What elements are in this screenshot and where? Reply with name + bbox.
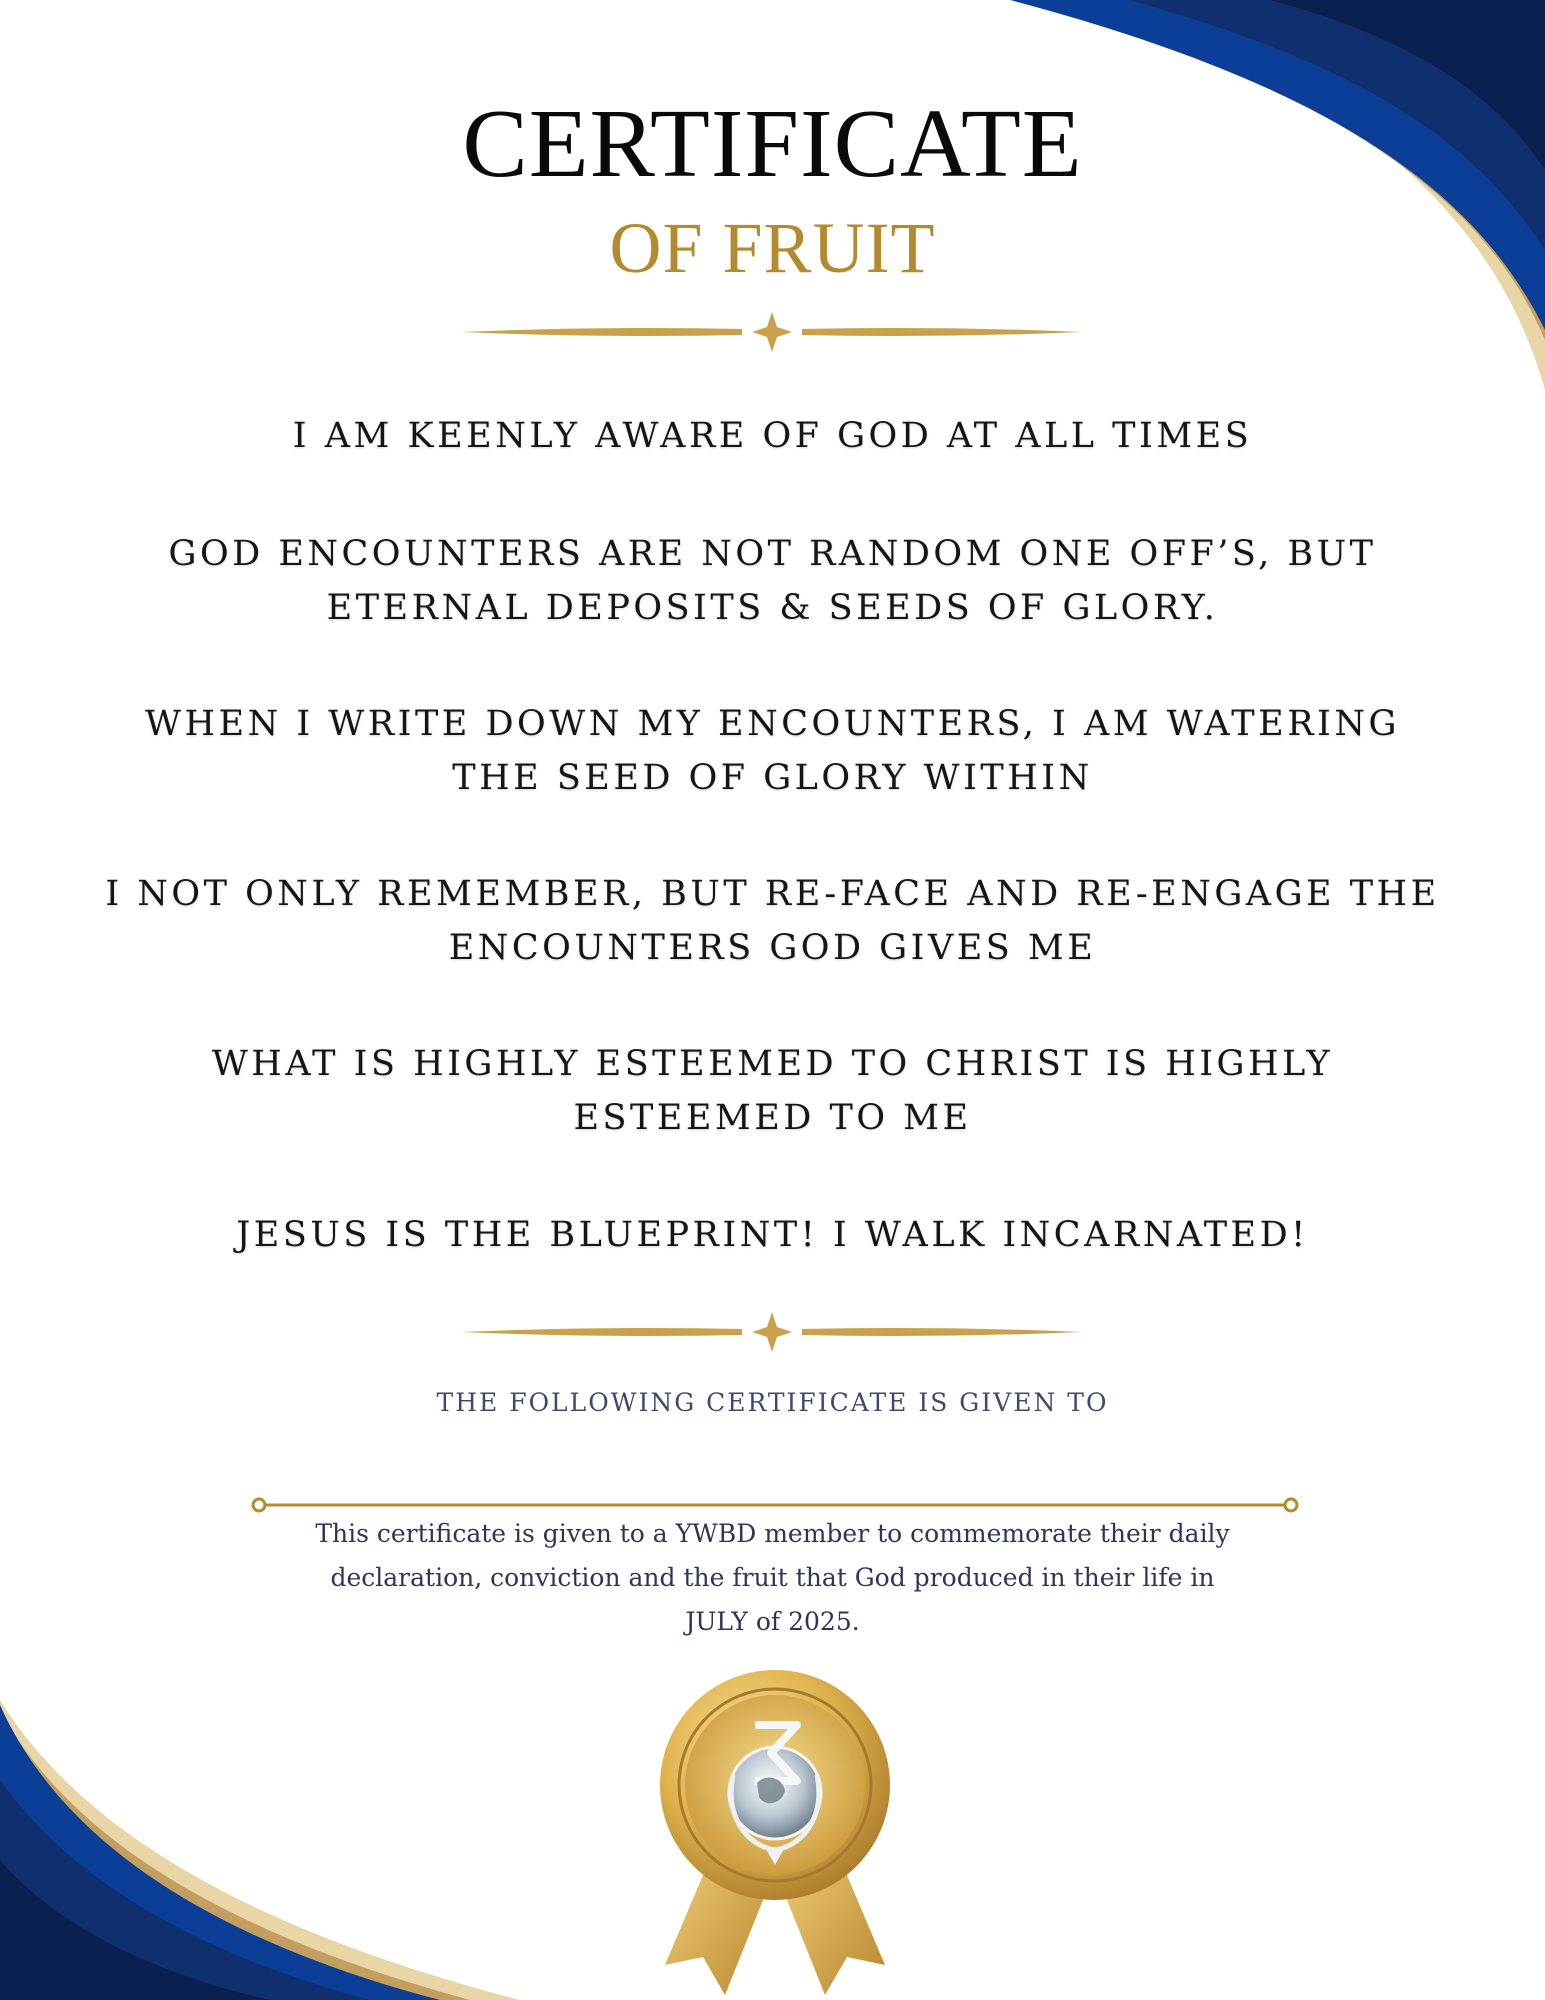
description-line-1: This certificate is given to a YWBD member to commemorate their daily	[315, 1519, 1230, 1548]
ornamental-divider-bottom	[462, 1312, 1082, 1352]
ornamental-divider-top	[462, 312, 1082, 352]
declaration-1: I AM KEENLY AWARE OF GOD AT ALL TIMES	[292, 416, 1253, 456]
certificate-description	[260, 1512, 1285, 1644]
declaration-3: WHEN I WRITE DOWN MY ENCOUNTERS, I AM WATERING THE SEED OF GLORY WITHIN	[145, 704, 1400, 798]
declaration-2: GOD ENCOUNTERS ARE NOT RANDOM ONE OFF’S, BUT ETERNAL DEPOSITS & SEEDS OF GLORY.	[168, 534, 1377, 628]
declaration-4: I NOT ONLY REMEMBER, BUT RE-FACE AND RE-ENGAGE THE ENCOUNTERS GOD GIVES ME	[105, 874, 1440, 968]
declaration-6: JESUS IS THE BLUEPRINT! I WALK INCARNATED!	[236, 1215, 1309, 1255]
description-line-2: declaration, conviction and the fruit that God produced in their life in	[330, 1563, 1215, 1592]
gold-award-medal	[625, 1665, 925, 2000]
description-line-3: JULY of 2025.	[685, 1607, 860, 1636]
declaration-5: WHAT IS HIGHLY ESTEEMED TO CHRIST IS HIGHLY ESTEEMED TO ME	[211, 1044, 1334, 1138]
given-to-heading: THE FOLLOWING CERTIFICATE IS GIVEN TO	[436, 1388, 1109, 1417]
certificate-subtitle: OF FRUIT	[609, 208, 936, 288]
certificate-title: CERTIFICATE	[462, 90, 1083, 198]
